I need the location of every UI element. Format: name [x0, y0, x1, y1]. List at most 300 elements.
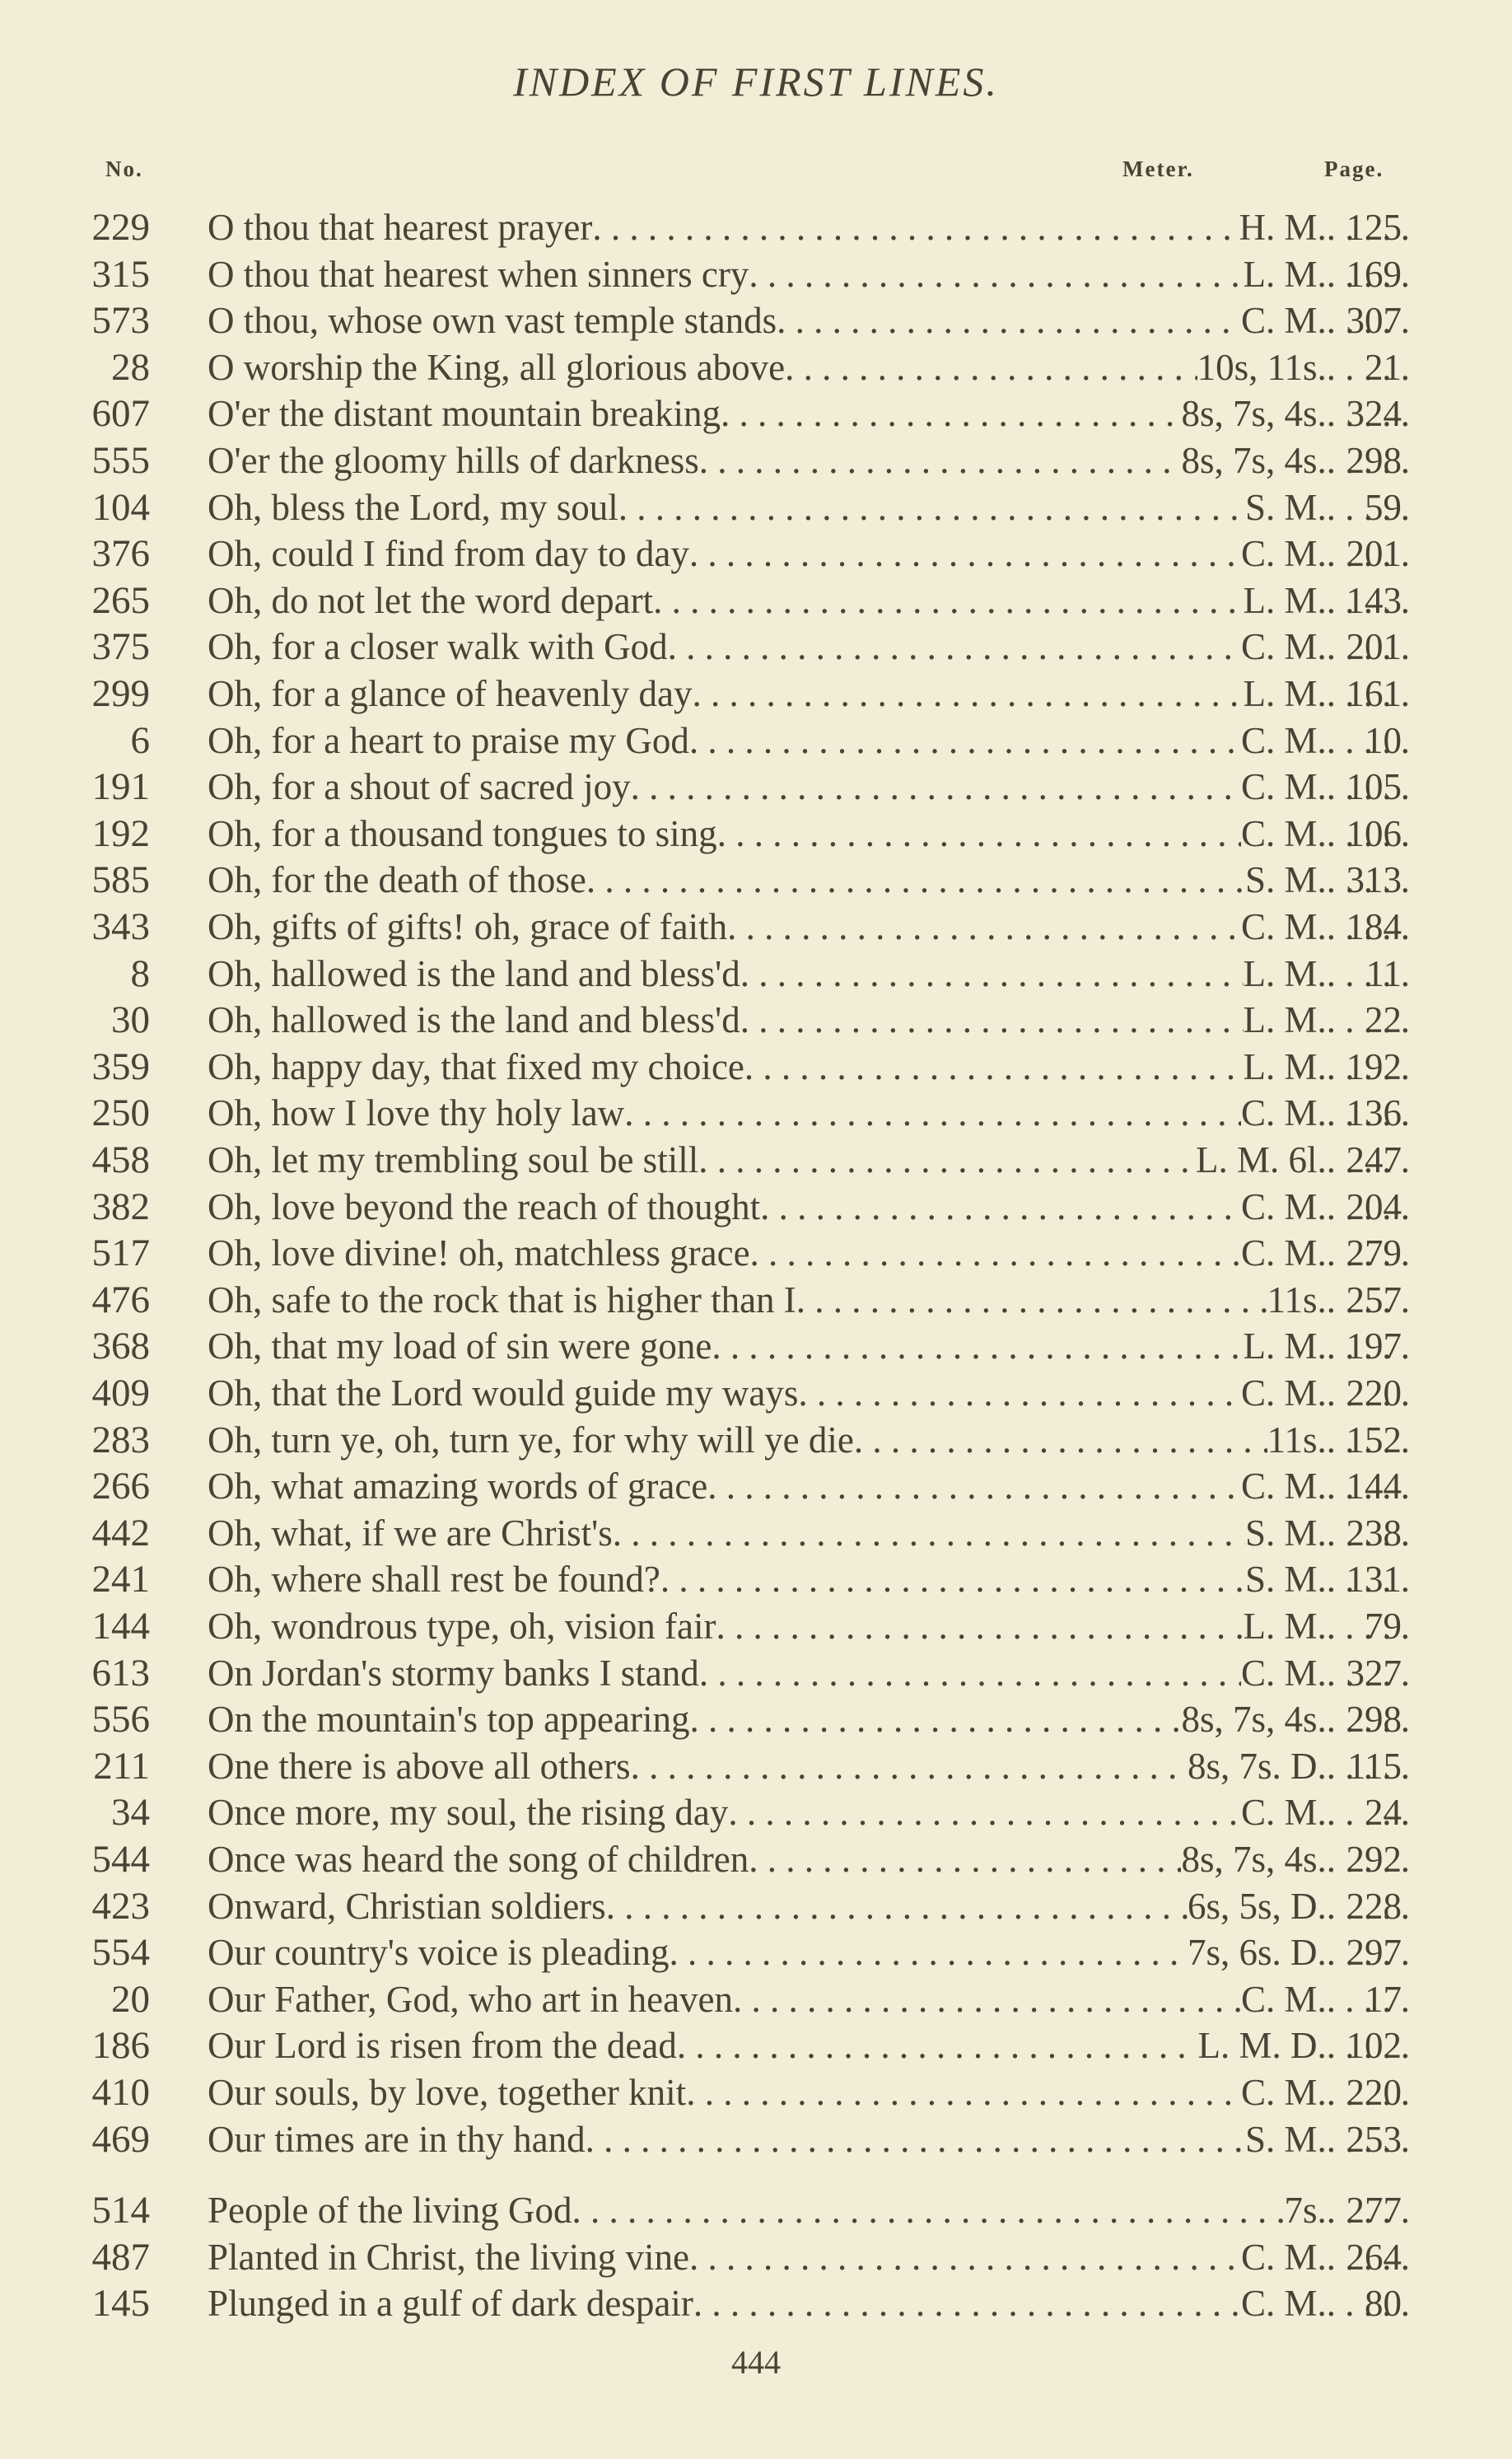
hymn-number: 585	[91, 858, 150, 902]
meter: L. M.	[1243, 999, 1327, 1041]
first-line: Oh, safe to the rock that is higher than I	[208, 1279, 796, 1321]
index-entry	[0, 1137, 1512, 1183]
first-line: Our times are in thy hand	[208, 2118, 586, 2160]
page-ref: 292	[1346, 1839, 1402, 1880]
leader-dots	[669, 1929, 1187, 1975]
meter: L. M.	[1243, 1045, 1327, 1087]
first-line: Oh, that the Lord would guide my ways	[208, 1372, 799, 1414]
index-entry	[0, 1976, 1512, 2022]
index-entry	[0, 2280, 1512, 2326]
index-entry	[0, 1090, 1512, 1136]
index-entry	[0, 997, 1512, 1043]
entry-text	[208, 997, 1410, 1043]
hymn-number: 423	[91, 1884, 150, 1928]
page-ref: 220	[1346, 1372, 1402, 1414]
leader-dots	[727, 904, 1241, 950]
first-line: Oh, that my load of sin were gone	[208, 1325, 712, 1367]
page-number: 444	[731, 2344, 781, 2381]
meter: C. M.	[1240, 300, 1327, 342]
leader-dots	[750, 1230, 1241, 1276]
hymn-number: 192	[91, 811, 150, 855]
page-ref: 238	[1346, 1512, 1402, 1554]
leader-dots	[624, 1090, 1241, 1136]
index-entry	[0, 1556, 1512, 1602]
meter: 11s.	[1267, 1279, 1327, 1321]
page-ref: 298	[1346, 1699, 1402, 1741]
meter: C. M.	[1240, 1466, 1327, 1508]
hymn-number: 555	[91, 439, 150, 482]
leader-dots	[785, 344, 1197, 390]
page-ref: 197	[1346, 1325, 1402, 1367]
meter: 8s, 7s, 4s.	[1181, 393, 1327, 435]
hymn-number: 283	[91, 1418, 150, 1461]
entry-text	[208, 204, 1410, 250]
page-ref: 201	[1346, 533, 1402, 575]
meter: L. M. D.	[1197, 2025, 1327, 2067]
meter: C. M.	[1240, 1978, 1327, 2020]
hymn-number: 20	[111, 1977, 150, 2021]
first-line: Our country's voice is pleading	[208, 1932, 670, 1974]
index-entry	[0, 1743, 1512, 1789]
first-line: O thou that hearest prayer	[208, 207, 593, 248]
hymn-number: 368	[91, 1325, 150, 1368]
first-line: Oh, wondrous type, oh, vision fair	[208, 1606, 716, 1647]
hymn-number: 34	[111, 1791, 150, 1835]
first-line: Oh, love beyond the reach of thought	[208, 1185, 761, 1227]
hymn-number: 211	[93, 1744, 150, 1788]
page-ref: 143	[1346, 579, 1402, 621]
page-ref: 228	[1346, 1885, 1402, 1927]
entry-text	[208, 904, 1410, 950]
leader-dots	[733, 1976, 1241, 2022]
leader-dots	[699, 437, 1182, 484]
hymn-number: 104	[91, 485, 150, 529]
meter: S. M.	[1244, 486, 1327, 528]
leader-dots	[693, 671, 1244, 717]
index-entry	[0, 1929, 1512, 1975]
first-line: Our souls, by love, together knit	[208, 2072, 687, 2113]
meter: C. M.	[1240, 1652, 1327, 1694]
leader-dots	[689, 531, 1241, 577]
page-ref: 11	[1365, 952, 1402, 994]
entry-text	[208, 1137, 1410, 1183]
first-line: Once more, my soul, the rising day	[208, 1792, 729, 1834]
first-line: Oh, where shall rest be found?	[208, 1559, 660, 1601]
leader-dots	[689, 718, 1241, 764]
hymn-number: 607	[91, 392, 150, 436]
hymn-number: 266	[91, 1465, 150, 1508]
page-ref: 327	[1346, 1652, 1402, 1694]
meter: L. M.	[1243, 673, 1327, 714]
meter: C. M.	[1240, 533, 1327, 575]
meter: 8s, 7s, 4s.	[1181, 440, 1327, 481]
meter: 6s, 5s, D.	[1187, 1885, 1327, 1927]
first-line: Oh, what, if we are Christ's	[208, 1512, 613, 1554]
leader-dots	[668, 624, 1241, 670]
index-entry	[0, 390, 1512, 437]
page-ref: 106	[1346, 812, 1402, 854]
leader-dots	[716, 1603, 1243, 1649]
first-line: O'er the gloomy hills of darkness	[208, 440, 699, 481]
entry-text	[208, 1370, 1410, 1416]
hymn-number: 343	[91, 905, 150, 948]
page-ref: 247	[1346, 1139, 1402, 1180]
index-entry	[0, 624, 1512, 670]
entry-text	[208, 1603, 1410, 1649]
first-line: Oh, love divine! oh, matchless grace	[208, 1232, 750, 1274]
meter: S. M.	[1244, 1512, 1327, 1554]
meter: H. M.	[1239, 207, 1327, 248]
entry-text	[208, 1650, 1410, 1696]
leader-dots	[798, 1370, 1241, 1416]
hymn-number: 476	[91, 1278, 150, 1321]
meter: 8s, 7s. D.	[1187, 1745, 1327, 1787]
entry-text	[208, 1463, 1410, 1509]
page-ref: 307	[1346, 300, 1402, 342]
page-ref: 264	[1346, 2236, 1402, 2278]
meter: L. M.	[1243, 1606, 1327, 1647]
first-line: Oh, for a closer walk with God	[208, 626, 668, 668]
first-line: Our Lord is risen from the dead	[208, 2025, 677, 2067]
page-ref: 80	[1365, 2283, 1402, 2325]
index-entry	[0, 1696, 1512, 1742]
entry-text	[208, 297, 1410, 344]
first-line: Oh, for a heart to praise my God	[208, 719, 689, 761]
page-ref: 79	[1365, 1606, 1402, 1647]
leader-dots	[777, 297, 1241, 344]
meter: L. M. 6l.	[1195, 1139, 1327, 1180]
page-ref: 277	[1346, 2190, 1402, 2232]
index-entry	[0, 297, 1512, 344]
first-line: Oh, for a shout of sacred joy	[208, 766, 631, 808]
page-ref: 253	[1346, 2118, 1402, 2160]
header-number: No.	[105, 157, 143, 181]
meter: C. M.	[1240, 812, 1327, 854]
header-page: Page.	[1324, 157, 1384, 181]
entry-text	[208, 1323, 1410, 1369]
entry-text	[208, 857, 1410, 903]
page-ref: 324	[1346, 393, 1402, 435]
index-entry	[0, 1277, 1512, 1323]
page-ref: 297	[1346, 1932, 1402, 1974]
page-ref: 184	[1346, 906, 1402, 947]
leader-dots	[740, 951, 1244, 997]
first-line: Oh, how I love thy holy law	[208, 1092, 625, 1134]
meter: 11s.	[1267, 1419, 1327, 1461]
meter: C. M.	[1240, 1185, 1327, 1227]
hymn-number: 375	[91, 625, 150, 669]
hymn-number: 299	[91, 672, 150, 715]
hymn-number: 6	[130, 718, 150, 762]
entry-text	[208, 344, 1410, 390]
hymn-number: 186	[91, 2024, 150, 2068]
hymn-number: 487	[91, 2235, 150, 2279]
entry-text	[208, 484, 1410, 531]
entry-text	[208, 251, 1410, 297]
index-entry	[0, 2234, 1512, 2280]
hymn-number: 573	[91, 299, 150, 343]
page-ref: 24	[1365, 1792, 1402, 1834]
index-entry	[0, 718, 1512, 764]
meter: L. M.	[1243, 952, 1327, 994]
first-line: Oh, for a glance of heavenly day	[208, 673, 693, 714]
meter: C. M.	[1240, 1092, 1327, 1134]
entry-text	[208, 2116, 1410, 2162]
page-title: INDEX OF FIRST LINES.	[513, 58, 999, 105]
leader-dots	[796, 1277, 1267, 1323]
index-entry	[0, 1323, 1512, 1369]
page-ref: 257	[1346, 1279, 1402, 1321]
hymn-number: 409	[91, 1372, 150, 1414]
first-line: Onward, Christian soldiers	[208, 1885, 606, 1927]
index-entry	[0, 1789, 1512, 1835]
leader-dots	[592, 204, 1239, 250]
index-entry	[0, 1883, 1512, 1929]
first-line: Oh, hallowed is the land and bless'd	[208, 999, 740, 1041]
first-line: Oh, bless the Lord, my soul	[208, 486, 618, 528]
entry-text	[208, 671, 1410, 717]
page-ref: 125	[1346, 207, 1402, 248]
page-ref: 115	[1347, 1745, 1402, 1787]
hymn-number: 265	[91, 578, 150, 622]
meter: 10s, 11s.	[1197, 346, 1327, 388]
leader-dots	[749, 251, 1243, 297]
meter: L. M.	[1243, 1325, 1327, 1367]
hymn-number: 544	[91, 1838, 150, 1881]
first-line: Oh, let my trembling soul be still	[208, 1139, 699, 1180]
entry-text	[208, 577, 1410, 624]
hymn-number: 458	[91, 1138, 150, 1181]
entry-text	[208, 951, 1410, 997]
first-line: People of the living God	[208, 2190, 572, 2232]
entry-text	[208, 1510, 1410, 1556]
leader-dots	[760, 1184, 1241, 1230]
index-entry	[0, 764, 1512, 810]
index-entry	[0, 2022, 1512, 2069]
leader-dots	[712, 1323, 1243, 1369]
index-entry	[0, 951, 1512, 997]
meter: C. M.	[1240, 1792, 1327, 1834]
hymn-number: 28	[111, 345, 150, 389]
page-ref: 169	[1346, 253, 1402, 295]
index-entry	[0, 484, 1512, 531]
index-entry	[0, 1463, 1512, 1509]
entry-text	[208, 1090, 1410, 1136]
leader-dots	[631, 764, 1241, 810]
first-line: Planted in Christ, the living vine	[208, 2236, 689, 2278]
index-entry	[0, 204, 1512, 250]
page-ref: 204	[1346, 1185, 1402, 1227]
entry-text	[208, 1230, 1410, 1276]
leader-dots	[586, 857, 1245, 903]
page-ref: 220	[1346, 2072, 1402, 2113]
entry-text	[208, 764, 1410, 810]
index-entry	[0, 2069, 1512, 2115]
index-entry	[0, 1370, 1512, 1416]
first-line: Oh, turn ye, oh, turn ye, for why will ye die	[208, 1419, 854, 1461]
index-entry	[0, 344, 1512, 390]
hymn-number: 554	[91, 1931, 150, 1975]
first-line: Oh, gifts of gifts! oh, grace of faith	[208, 906, 728, 947]
leader-dots	[740, 997, 1244, 1043]
page-ref: 152	[1346, 1419, 1402, 1461]
page-ref: 22	[1365, 999, 1402, 1041]
leader-dots	[854, 1417, 1267, 1463]
page-ref: 136	[1346, 1092, 1402, 1134]
first-line: One there is above all others	[208, 1745, 631, 1787]
entry-text	[208, 2022, 1410, 2069]
leader-dots	[686, 2069, 1241, 2115]
entry-text	[208, 1277, 1410, 1323]
first-line: Oh, could I find from day to day	[208, 533, 689, 575]
entry-text	[208, 1743, 1410, 1789]
first-line: Oh, for a thousand tongues to sing	[208, 812, 717, 854]
hymn-number: 229	[91, 206, 150, 249]
index-entry	[0, 1510, 1512, 1556]
index-entry	[0, 857, 1512, 903]
hymn-number: 8	[130, 951, 150, 995]
entry-text	[208, 1184, 1410, 1230]
meter: S. M.	[1244, 2118, 1327, 2160]
first-line: O thou that hearest when sinners cry	[208, 253, 749, 295]
entry-text	[208, 1696, 1410, 1742]
first-line: Oh, what amazing words of grace	[208, 1466, 708, 1508]
index-entry	[0, 904, 1512, 950]
index-entry	[0, 1836, 1512, 1882]
entry-text	[208, 811, 1410, 857]
hymn-number: 241	[91, 1558, 150, 1601]
entry-text	[208, 1976, 1410, 2022]
leader-dots	[613, 1510, 1245, 1556]
first-line: On Jordan's stormy banks I stand	[208, 1652, 699, 1694]
first-line: On the mountain's top appearing	[208, 1699, 690, 1741]
index-entry	[0, 1230, 1512, 1276]
page-ref: 131	[1346, 1559, 1402, 1601]
hymn-number: 30	[111, 998, 150, 1042]
index-entry	[0, 577, 1512, 624]
hymn-number: 382	[91, 1185, 150, 1228]
meter: S. M.	[1244, 1559, 1327, 1601]
leader-dots	[744, 1044, 1244, 1090]
entry-text	[208, 2069, 1410, 2115]
hymn-number: 613	[91, 1651, 150, 1695]
hymn-number: 514	[91, 2189, 150, 2232]
index-entry	[0, 1184, 1512, 1230]
entry-text	[208, 2234, 1410, 2280]
index-entry	[0, 1603, 1512, 1649]
hymn-number: 250	[91, 1092, 150, 1135]
page-ref: 313	[1346, 859, 1402, 901]
meter: C. M.	[1240, 2283, 1327, 2325]
meter: L. M.	[1243, 579, 1327, 621]
hymn-number: 556	[91, 1698, 150, 1741]
page-ref: 279	[1346, 1232, 1402, 1274]
first-line: Plunged in a gulf of dark despair	[208, 2283, 693, 2325]
entry-text	[208, 1929, 1410, 1975]
entry-text	[208, 1789, 1410, 1835]
meter: C. M.	[1240, 1372, 1327, 1414]
meter: C. M.	[1240, 719, 1327, 761]
leader-dots	[698, 1137, 1196, 1183]
meter: S. M.	[1244, 859, 1327, 901]
page-ref: 105	[1346, 766, 1402, 808]
leader-dots	[693, 2280, 1241, 2326]
meter: C. M.	[1240, 2236, 1327, 2278]
first-line: Oh, for the death of those	[208, 859, 586, 901]
page-ref: 59	[1365, 486, 1402, 528]
first-line: Once was heard the song of children	[208, 1839, 749, 1880]
hymn-number: 442	[91, 1511, 150, 1554]
page-ref: 298	[1346, 440, 1402, 481]
hymn-number: 517	[91, 1232, 150, 1275]
first-line: Oh, hallowed is the land and bless'd	[208, 952, 740, 994]
hymn-number: 191	[91, 765, 150, 809]
first-line: O thou, whose own vast temple stands	[208, 300, 777, 342]
hymn-number: 410	[91, 2071, 150, 2114]
leader-dots	[707, 1463, 1241, 1509]
leader-dots	[721, 390, 1182, 437]
page-ref: 17	[1365, 1978, 1402, 2020]
first-line: O'er the distant mountain breaking	[208, 393, 721, 435]
entry-text	[208, 1417, 1410, 1463]
meter: C. M.	[1240, 1232, 1327, 1274]
leader-dots	[699, 1650, 1241, 1696]
leader-dots	[586, 2116, 1245, 2162]
entry-text	[208, 1836, 1410, 1882]
entry-text	[208, 624, 1410, 670]
index-entry	[0, 1417, 1512, 1463]
hymn-number: 145	[91, 2282, 150, 2326]
hymn-number: 315	[91, 252, 150, 296]
page-ref: 144	[1346, 1466, 1402, 1508]
page-ref: 102	[1346, 2025, 1402, 2067]
index-entry	[0, 811, 1512, 857]
leader-dots	[572, 2187, 1284, 2233]
leader-dots	[653, 577, 1243, 624]
leader-dots	[728, 1789, 1241, 1835]
page-ref: 192	[1346, 1045, 1402, 1087]
hymn-number: 376	[91, 532, 150, 576]
first-line: Oh, happy day, that fixed my choice	[208, 1045, 744, 1087]
index-entry	[0, 251, 1512, 297]
meter: C. M.	[1240, 626, 1327, 668]
meter: C. M.	[1240, 906, 1327, 947]
entry-text	[208, 718, 1410, 764]
hymn-number: 359	[91, 1045, 150, 1088]
leader-dots	[677, 2022, 1198, 2069]
leader-dots	[606, 1883, 1188, 1929]
entry-text	[208, 1044, 1410, 1090]
leader-dots	[749, 1836, 1181, 1882]
leader-dots	[618, 484, 1245, 531]
entry-text	[208, 1883, 1410, 1929]
entry-text	[208, 437, 1410, 484]
leader-dots	[689, 1696, 1181, 1742]
index-entry	[0, 2116, 1512, 2162]
index-entry	[0, 531, 1512, 577]
meter: C. M.	[1240, 766, 1327, 808]
page-ref: 161	[1346, 673, 1402, 714]
meter: 7s.	[1284, 2190, 1327, 2232]
header-meter: Meter.	[1122, 157, 1194, 181]
hymn-number: 469	[91, 2117, 150, 2161]
page-ref: 10	[1365, 719, 1402, 761]
entry-text	[208, 1556, 1410, 1602]
leader-dots	[660, 1556, 1245, 1602]
meter: L. M.	[1243, 253, 1327, 295]
page-ref: 201	[1346, 626, 1402, 668]
meter: C. M.	[1240, 2072, 1327, 2113]
